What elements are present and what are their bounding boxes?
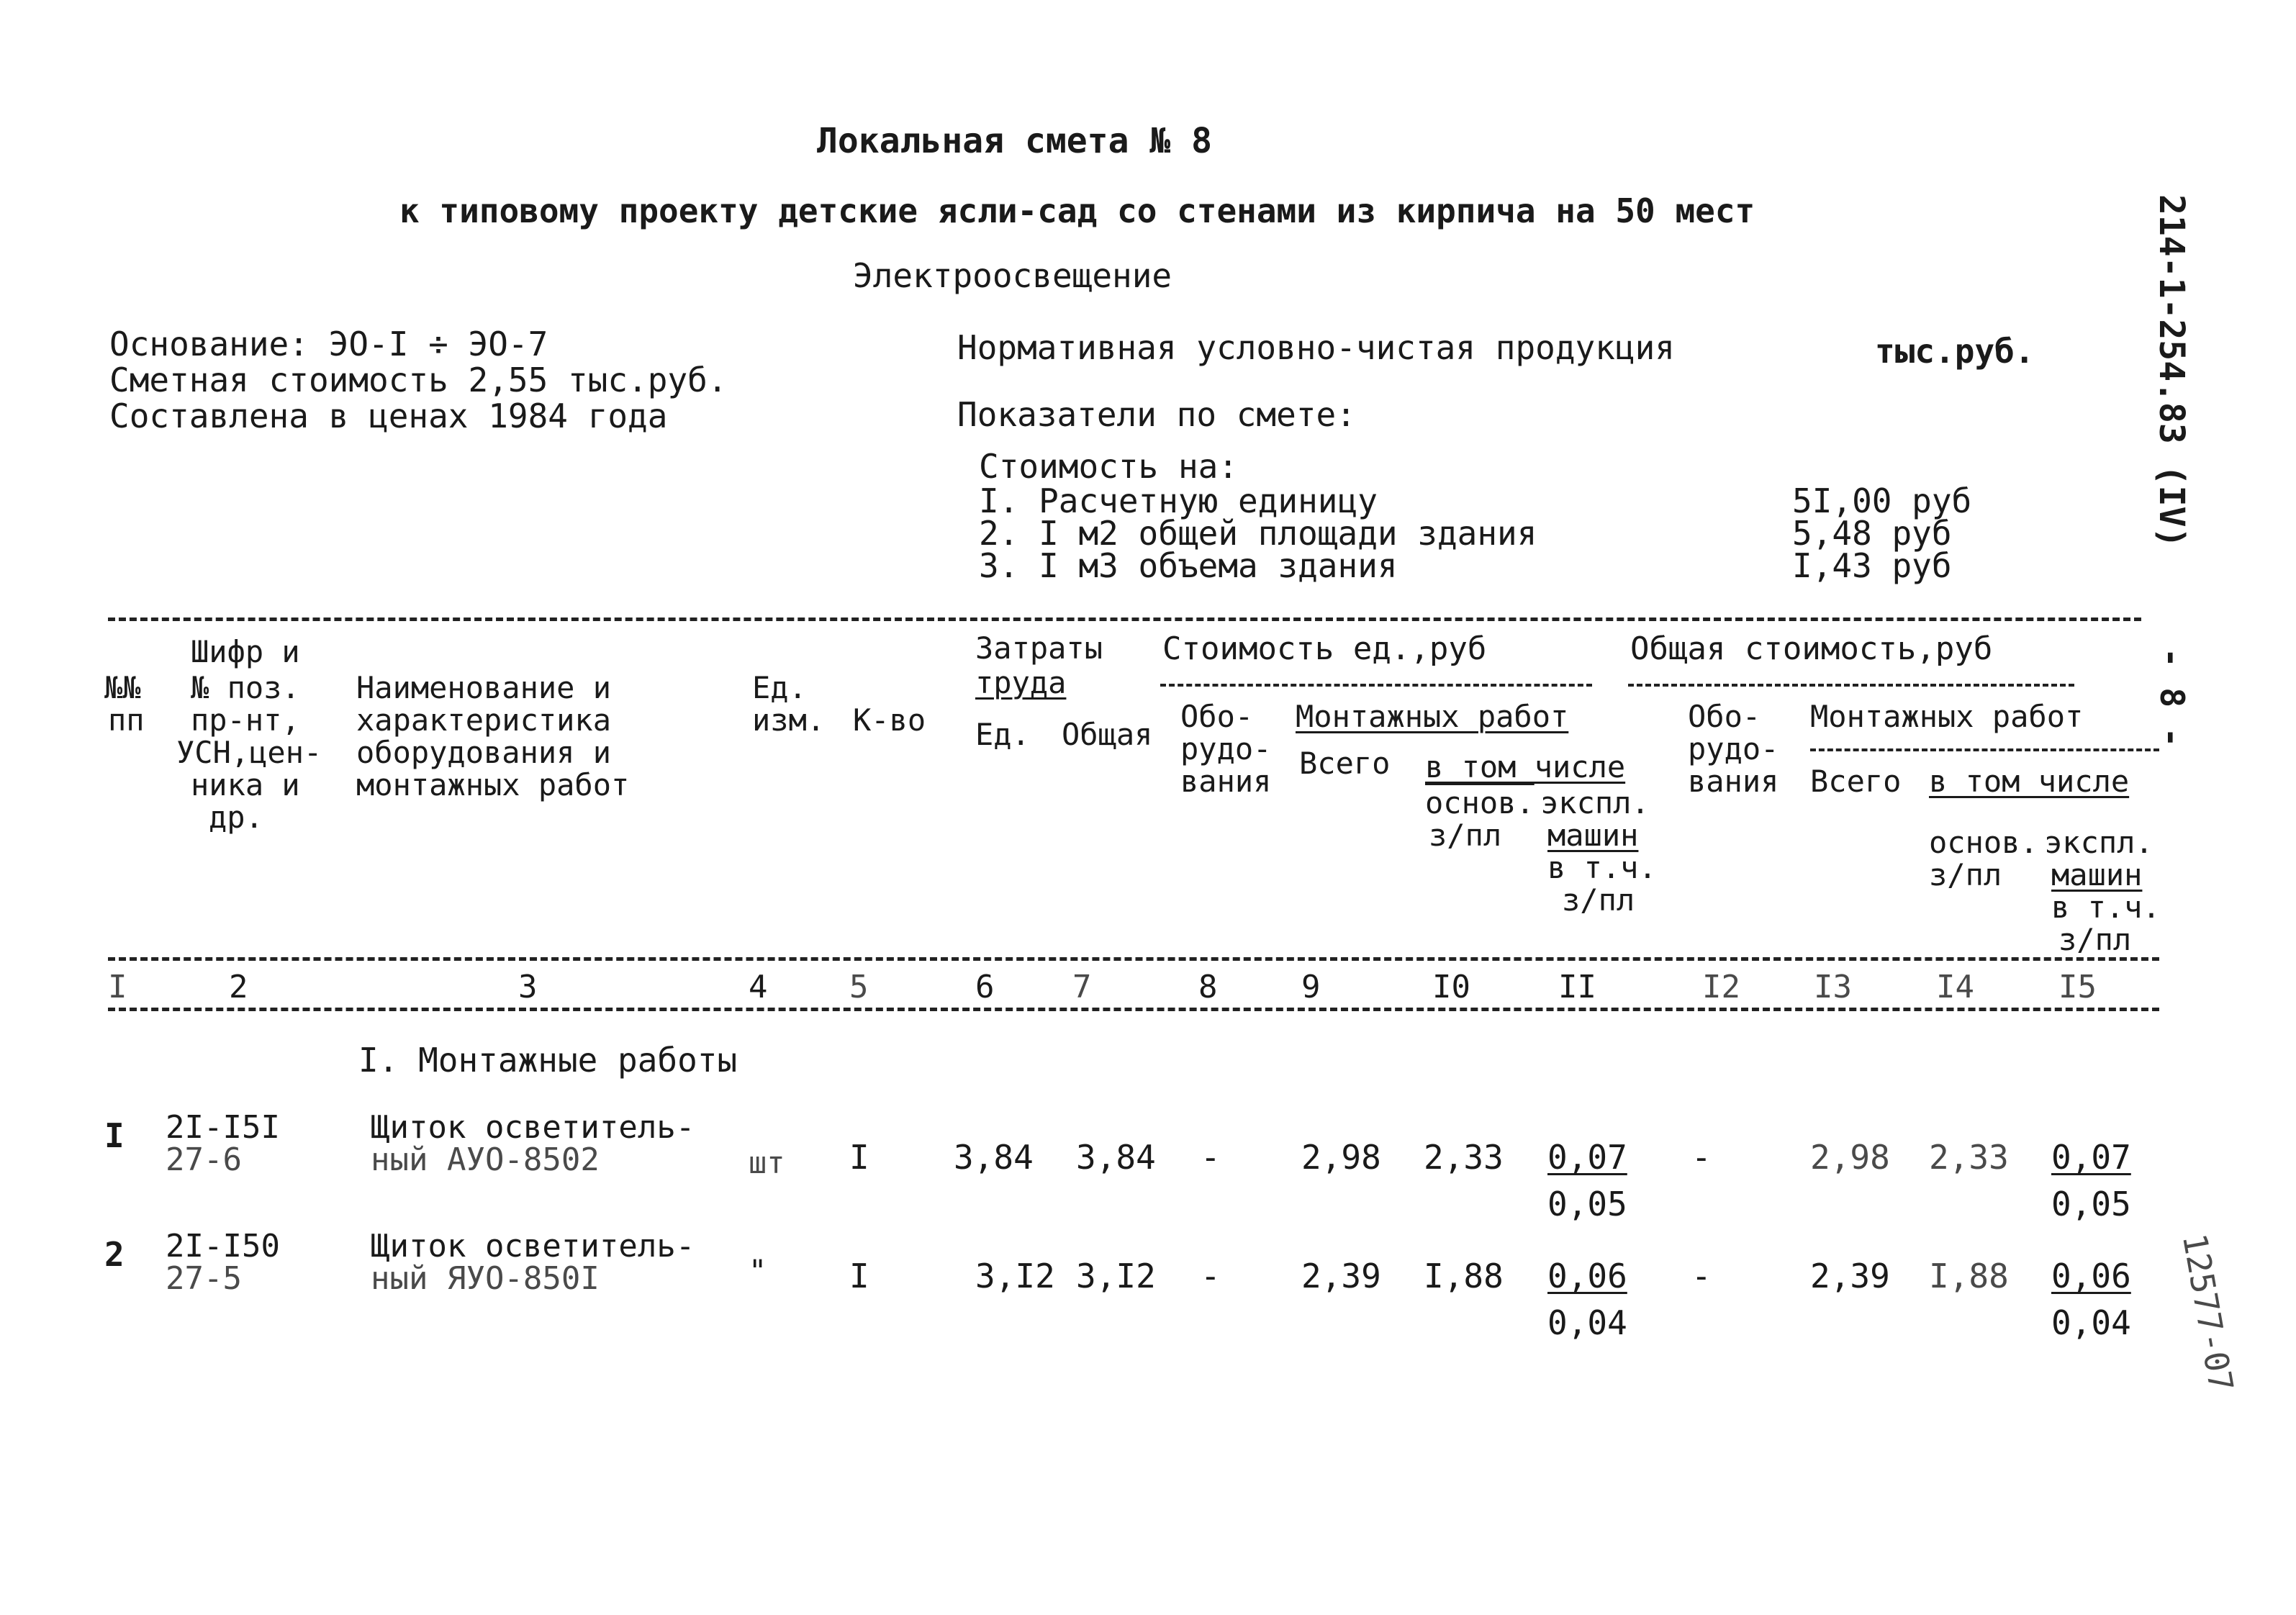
col-unit-header: Ед. <box>752 670 807 705</box>
row-total-all: 2,39 <box>1810 1257 1890 1295</box>
row-equip: - <box>1201 1257 1221 1295</box>
col-name-header: характеристика <box>356 702 612 738</box>
handwritten-note: 12577-07 <box>2174 1231 2241 1395</box>
col-number: 3 <box>518 969 538 1005</box>
total-mach-header: машин <box>2051 857 2143 892</box>
row-equip: - <box>1201 1138 1221 1177</box>
col-qty-header: К-во <box>853 702 926 738</box>
row-labor-unit: 3,I2 <box>975 1257 1055 1295</box>
labor-header: Затраты <box>975 630 1103 666</box>
row-total-mach: 0,07 <box>2051 1138 2131 1177</box>
section-title: I. Монтажные работы <box>358 1041 738 1080</box>
normative-unit: тыс.руб. <box>1875 332 2035 371</box>
indicator-value: I,43 руб <box>1792 546 1952 585</box>
row-mount-all: 2,39 <box>1301 1257 1381 1295</box>
row-total-wages: 2,33 <box>1929 1138 2009 1177</box>
row-total-wages: I,88 <box>1929 1257 2009 1295</box>
unit-mach-header: в т.ч. <box>1547 850 1657 885</box>
indicator-value: 5I,00 руб <box>1792 481 1972 520</box>
total-equip-header: Обо- <box>1688 699 1761 734</box>
table-top-rule <box>108 618 2141 621</box>
row-mach: 0,06 <box>1547 1257 1627 1295</box>
col-code-header: др. <box>209 800 263 835</box>
row-unit: " <box>749 1253 767 1288</box>
col-num-header: №№ <box>104 670 141 705</box>
unit-equip-header: вания <box>1180 764 1272 799</box>
unit-equip-header: Обо- <box>1180 699 1254 734</box>
indicators-label: Показатели по смете: <box>957 395 1356 434</box>
col-name-header: монтажных работ <box>356 767 630 802</box>
col-number: 9 <box>1301 969 1321 1005</box>
row-qty: I <box>849 1138 869 1177</box>
col-number: I3 <box>1814 969 1852 1005</box>
col-number: I2 <box>1702 969 1740 1005</box>
col-number-rule <box>108 1008 2159 1011</box>
row-name: ный АУО-8502 <box>371 1141 600 1178</box>
col-code-header: пр-нт, <box>191 702 300 738</box>
row-num: I <box>104 1116 125 1155</box>
col-number: 8 <box>1198 969 1218 1005</box>
col-number: 2 <box>229 969 248 1005</box>
col-code-header: УСН,цен- <box>176 735 322 770</box>
indicator-value: 5,48 руб <box>1792 514 1952 553</box>
row-num: 2 <box>104 1235 125 1274</box>
row-code: 2I-I50 <box>166 1228 280 1265</box>
row-mach-wages: 0,05 <box>1547 1185 1627 1223</box>
total-mount-header: Монтажных работ <box>1810 699 2084 734</box>
col-number: 7 <box>1072 969 1092 1005</box>
header-rule <box>1160 684 1592 687</box>
col-number: I0 <box>1432 969 1470 1005</box>
col-num-header: пп <box>108 702 145 738</box>
unit-cost-header: Стоимость ед.,руб <box>1162 630 1487 667</box>
unit-mach-header: з/пл <box>1562 882 1635 918</box>
normative-label: Нормативная условно-чистая продукция <box>957 328 1675 367</box>
side-project-code: 214-1-254.83 (IV) <box>2151 194 2192 548</box>
total-mach-header: в т.ч. <box>2051 890 2161 925</box>
row-name: ный ЯУО-850I <box>371 1260 600 1297</box>
row-code: 2I-I5I <box>166 1109 280 1146</box>
document-title: Локальная смета № 8 <box>817 121 1213 161</box>
header-bottom-rule <box>108 957 2159 961</box>
row-mount-all: 2,98 <box>1301 1138 1381 1177</box>
row-total-equip: - <box>1691 1257 1712 1295</box>
total-wages-header: основ. <box>1929 825 2038 860</box>
col-number: 6 <box>975 969 995 1005</box>
estimated-cost-line: Сметная стоимость 2,55 тыс.руб. <box>109 361 728 399</box>
indicator-label: 2. I м2 общей площади здания <box>979 514 1537 553</box>
row-code: 27-5 <box>166 1260 242 1297</box>
total-mach-header: экспл. <box>2044 825 2153 860</box>
unit-all-header: Всего <box>1299 746 1391 781</box>
row-total-equip: - <box>1691 1138 1712 1177</box>
row-total-all: 2,98 <box>1810 1138 1890 1177</box>
col-unit-header: изм. <box>752 702 826 738</box>
unit-incl-header: в том числе <box>1425 749 1626 784</box>
labor-unit-header: Ед. <box>975 717 1030 752</box>
unit-mach-header: экспл. <box>1540 785 1650 820</box>
col-name-header: Наименование и <box>356 670 612 705</box>
row-name: Щиток осветитель- <box>371 1228 695 1265</box>
row-total-mach: 0,06 <box>2051 1257 2131 1295</box>
row-wages: 2,33 <box>1424 1138 1504 1177</box>
row-qty: I <box>849 1257 869 1295</box>
labor-header: труда <box>975 665 1067 700</box>
col-code-header: № поз. <box>191 670 300 705</box>
unit-wages-header: з/пл <box>1429 818 1502 853</box>
row-wages: I,88 <box>1424 1257 1504 1295</box>
page-marker: - 8 - <box>2153 648 2192 748</box>
cost-on-label: Стоимость на: <box>979 447 1239 486</box>
col-name-header: оборудования и <box>356 735 612 770</box>
labor-total-header: Общая <box>1062 717 1153 752</box>
total-cost-header: Общая стоимость,руб <box>1630 630 1993 667</box>
unit-mount-header: Монтажных работ <box>1296 699 1569 734</box>
row-name: Щиток осветитель- <box>371 1109 695 1146</box>
total-equip-header: рудо- <box>1688 731 1779 766</box>
basis-line: Основание: ЭО-I ÷ ЭО-7 <box>109 325 548 363</box>
unit-equip-header: рудо- <box>1180 731 1272 766</box>
col-number: 5 <box>849 969 869 1005</box>
header-rule <box>1628 684 2074 687</box>
total-mach-header: з/пл <box>2058 922 2132 957</box>
price-year-line: Составлена в ценах 1984 года <box>109 397 668 435</box>
section-name: Электроосвещение <box>853 256 1172 295</box>
unit-wages-header: основ. <box>1425 785 1535 820</box>
document-subtitle: к типовому проекту детские ясли-сад со стенами из кирпича на 50 мест <box>399 191 1755 230</box>
col-number: I4 <box>1936 969 1974 1005</box>
row-code: 27-6 <box>166 1141 242 1178</box>
col-number: II <box>1558 969 1596 1005</box>
total-all-header: Всего <box>1810 764 1902 799</box>
row-total-mach-wages: 0,05 <box>2051 1185 2131 1223</box>
col-code-header: ника и <box>191 767 300 802</box>
row-mach-wages: 0,04 <box>1547 1303 1627 1342</box>
indicator-label: 3. I м3 объема здания <box>979 546 1398 585</box>
row-unit: шт <box>749 1145 785 1180</box>
row-labor-total: 3,I2 <box>1076 1257 1156 1295</box>
row-labor-total: 3,84 <box>1076 1138 1156 1177</box>
total-equip-header: вания <box>1688 764 1779 799</box>
total-wages-header: з/пл <box>1929 857 2002 892</box>
unit-mach-header: машин <box>1547 818 1639 853</box>
col-code-header: Шифр и <box>191 634 300 669</box>
header-rule <box>1810 748 2159 751</box>
indicator-label: I. Расчетную единицу <box>979 481 1378 520</box>
row-total-mach-wages: 0,04 <box>2051 1303 2131 1342</box>
row-mach: 0,07 <box>1547 1138 1627 1177</box>
row-labor-unit: 3,84 <box>954 1138 1034 1177</box>
col-number: I <box>108 969 127 1005</box>
col-number: 4 <box>749 969 768 1005</box>
total-incl-header: в том числе <box>1929 764 2130 799</box>
col-number: I5 <box>2058 969 2097 1005</box>
